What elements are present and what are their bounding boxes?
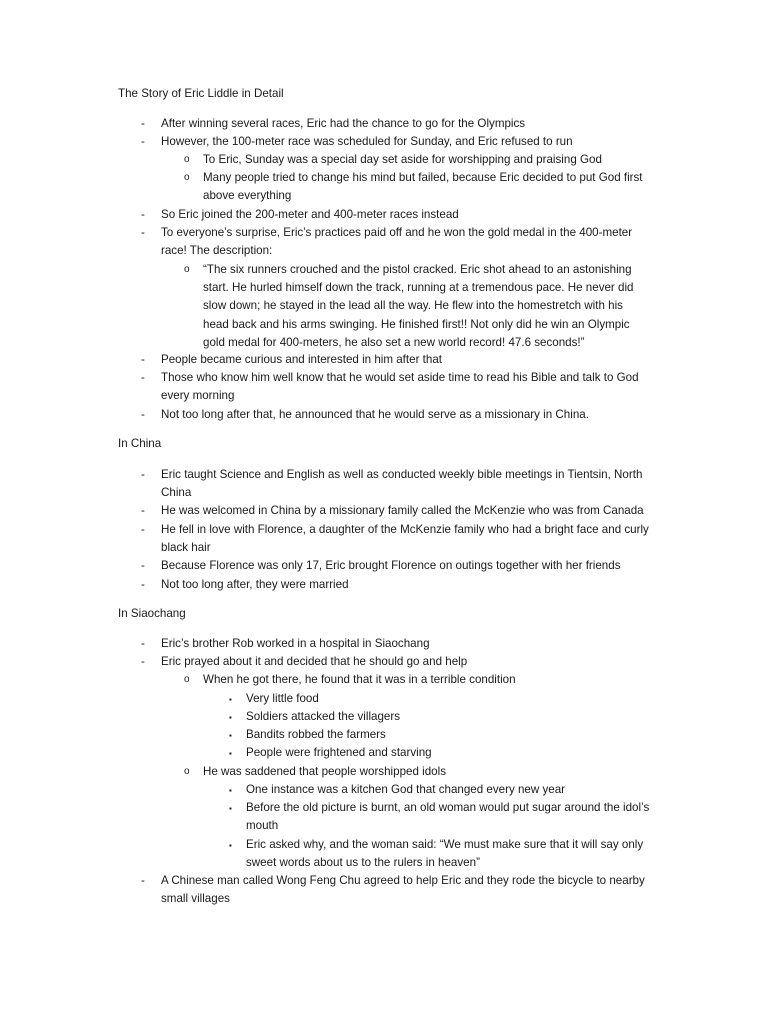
list-item [141, 557, 661, 575]
list-item-text: Those who know him well know that he would set aside time to read his Bible and talk to God every morning [161, 371, 639, 403]
list-item [229, 799, 651, 835]
list-item [184, 261, 651, 352]
list-item-text: So Eric joined the 200-meter and 400-meter races instead [161, 208, 459, 221]
list-item-text: However, the 100-meter race was scheduled for Sunday, and Eric refused to run [161, 135, 573, 148]
list-item [141, 872, 661, 908]
list-item [141, 466, 661, 502]
section-heading-story: The Story of Eric Liddle in Detail [118, 87, 284, 100]
list-item [141, 521, 661, 557]
list-item [141, 406, 661, 424]
list-item-text: Not too long after, they were married [161, 578, 349, 591]
square-bullet: ▪ [229, 695, 232, 704]
list-item-text: Very little food [246, 692, 319, 705]
dash-bullet: - [141, 559, 145, 572]
square-bullet: ▪ [229, 786, 232, 795]
circle-bullet: o [184, 674, 190, 685]
list-item [229, 836, 651, 872]
dash-bullet: - [141, 468, 145, 481]
list-item [184, 151, 651, 169]
list-item-text: When he got there, he found that it was in a terrible condition [203, 673, 516, 686]
square-bullet: ▪ [229, 841, 232, 850]
list-item [141, 635, 661, 653]
dash-bullet: - [141, 523, 145, 536]
list-item-text: Before the old picture is burnt, an old woman would put sugar around the idol’s mouth [246, 801, 650, 833]
list-item [141, 224, 661, 260]
section-heading-siaochang: In Siaochang [118, 607, 186, 620]
list-item [184, 763, 651, 781]
race-description-quote: “The six runners crouched and the pistol cracked. Eric shot ahead to an astonishing start. He hurled himself down the track, running at a tremendous pace. He never did slow down; he stayed in the lead all the way. He flew into the homestretch with his head back and his arms swinging. He finished first!! Not only did he win an Olympic gold medal for 400-meters, he also set a new world record! 47.6 seconds!” [203, 263, 634, 349]
list-item-text: Eric prayed about it and decided that he should go and help [161, 655, 468, 668]
list-item-text: Many people tried to change his mind but failed, because Eric decided to put God first above everything [203, 171, 643, 203]
list-item [184, 169, 651, 205]
list-item-text: After winning several races, Eric had the chance to go for the Olympics [161, 117, 526, 130]
dash-bullet: - [141, 408, 145, 421]
section-heading-china: In China [118, 437, 162, 450]
list-item-text: One instance was a kitchen God that changed every new year [246, 783, 566, 796]
dash-bullet: - [141, 655, 145, 668]
list-item [141, 206, 661, 224]
list-item [141, 653, 661, 671]
list-item-text: Because Florence was only 17, Eric brought Florence on outings together with her friends [161, 559, 621, 572]
dash-bullet: - [141, 135, 145, 148]
list-item-text: People became curious and interested in him after that [161, 353, 442, 366]
list-item [229, 744, 651, 762]
dash-bullet: - [141, 578, 145, 591]
circle-bullet: o [184, 154, 190, 165]
square-bullet: ▪ [229, 749, 232, 758]
list-item-text: Bandits robbed the farmers [246, 728, 386, 741]
list-item-text: Soldiers attacked the villagers [246, 710, 401, 723]
list-item-text: To Eric, Sunday was a special day set aside for worshipping and praising God [203, 153, 602, 166]
list-item [229, 690, 651, 708]
list-item [141, 502, 661, 520]
circle-bullet: o [184, 172, 190, 183]
dash-bullet: - [141, 353, 145, 366]
list-item-text: To everyone’s surprise, Eric’s practices paid off and he won the gold medal in the 400-meter race! The description: [161, 226, 633, 258]
circle-bullet: o [184, 264, 190, 275]
list-item [141, 115, 661, 133]
dash-bullet: - [141, 371, 145, 384]
list-item-text: People were frightened and starving [246, 746, 432, 759]
dash-bullet: - [141, 208, 145, 221]
list-item [229, 781, 651, 799]
dash-bullet: - [141, 226, 145, 239]
list-item-text: A Chinese man called Wong Feng Chu agreed to help Eric and they rode the bicycle to nearby small villages [161, 874, 645, 906]
square-bullet: ▪ [229, 804, 232, 813]
list-item-text: He was saddened that people worshipped idols [203, 765, 446, 778]
list-item [141, 576, 661, 594]
list-item [141, 351, 661, 369]
list-item [141, 133, 661, 151]
list-item-text: He was welcomed in China by a missionary family called the McKenzie who was from Canada [161, 504, 644, 517]
dash-bullet: - [141, 874, 145, 887]
list-item-text: He fell in love with Florence, a daughter of the McKenzie family who had a bright face and curly black hair [161, 523, 649, 555]
circle-bullet: o [184, 766, 190, 777]
square-bullet: ▪ [229, 731, 232, 740]
square-bullet: ▪ [229, 713, 232, 722]
list-item [229, 726, 651, 744]
dash-bullet: - [141, 504, 145, 517]
list-item-text: Eric asked why, and the woman said: “We must make sure that it will say only sweet words about us to the rulers in heaven” [246, 838, 644, 870]
list-item [229, 708, 651, 726]
list-item-text: Eric’s brother Rob worked in a hospital in Siaochang [161, 637, 430, 650]
list-item-text: Not too long after that, he announced that he would serve as a missionary in China. [161, 408, 589, 421]
dash-bullet: - [141, 637, 145, 650]
dash-bullet: - [141, 117, 145, 130]
list-item-text: Eric taught Science and English as well as conducted weekly bible meetings in Tientsin, North China [161, 468, 643, 500]
list-item [141, 369, 661, 405]
list-item [184, 671, 651, 689]
